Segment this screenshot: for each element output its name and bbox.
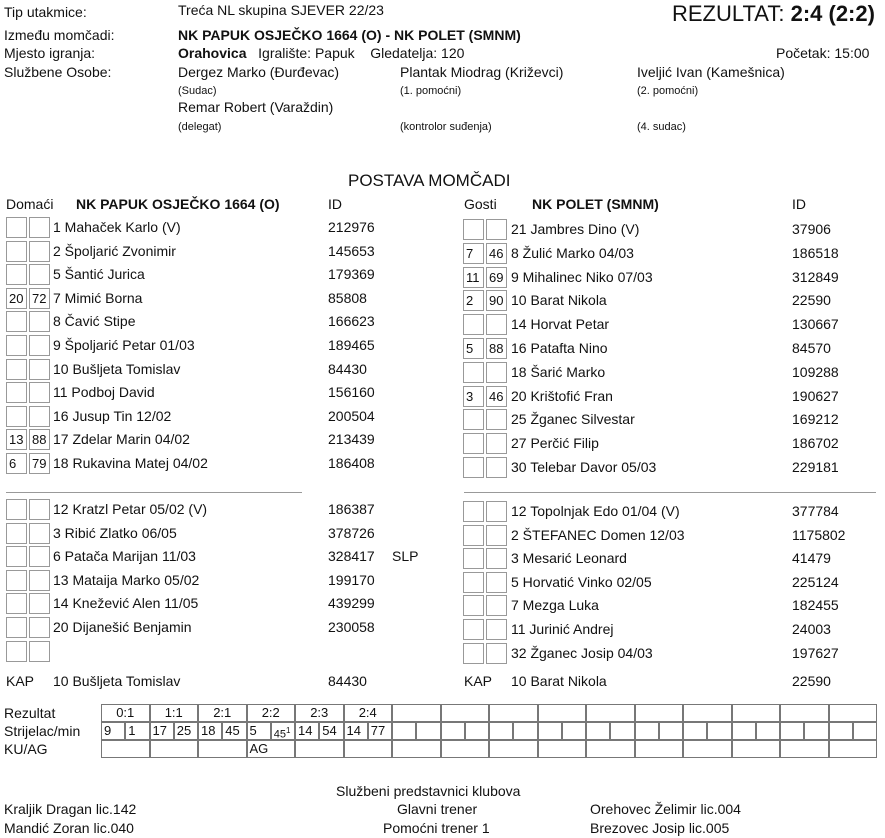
home-assistant-coach: Mandić Zoran lic.040 xyxy=(4,820,134,836)
scorer-value: 5 xyxy=(249,723,257,738)
minute-box xyxy=(463,314,484,335)
away-team-name: NK POLET (SMNM) xyxy=(532,196,659,212)
minute-box: 88 xyxy=(486,338,507,359)
minute-box xyxy=(29,546,50,567)
scorer-cell xyxy=(829,722,853,740)
home-captain-label: KAP xyxy=(6,673,35,689)
minute-box xyxy=(6,311,27,332)
minute-box xyxy=(486,501,507,522)
official-role: (2. pomoćni) xyxy=(637,85,699,97)
minute-box xyxy=(463,457,484,478)
venue-label: Mjesto igranja: xyxy=(4,45,96,61)
teams-label: Između momčadi: xyxy=(4,27,115,43)
score-cell: 0:1 xyxy=(101,704,150,722)
player-name: 9 Špoljarić Petar 01/03 xyxy=(53,337,195,353)
minute-box xyxy=(463,548,484,569)
away-head-coach: Orehovec Želimir lic.004 xyxy=(590,801,741,817)
player-id: 130667 xyxy=(792,316,839,333)
away-captain-id: 22590 xyxy=(792,673,831,689)
player-name: 3 Mesarić Leonard xyxy=(511,550,627,567)
official-role: (kontrolor suđenja) xyxy=(400,121,492,133)
minute-box xyxy=(486,433,507,454)
minute-box xyxy=(29,570,50,591)
player-name: 1 Mahaček Karlo (V) xyxy=(53,219,181,235)
official-name: Dergez Marko (Đurđevac) xyxy=(178,64,340,80)
minute-box xyxy=(486,457,507,478)
player-name: 5 Horvatić Vinko 02/05 xyxy=(511,573,652,590)
minute-box: 7 xyxy=(463,243,484,264)
score-cell xyxy=(489,704,538,722)
player-note: SLP xyxy=(392,548,419,565)
scorer-value: 14 xyxy=(346,723,361,738)
scorer-cell xyxy=(562,722,586,740)
scorer-cell xyxy=(683,722,707,740)
minute-box: 72 xyxy=(29,288,50,309)
match-type-value: Treća NL skupina SJEVER 22/23 xyxy=(178,2,384,18)
scorer-value: 1 xyxy=(128,723,136,738)
scorer-cell xyxy=(198,722,222,740)
player-id: 182455 xyxy=(792,597,839,614)
player-id: 189465 xyxy=(328,337,375,353)
kuag-cell xyxy=(198,740,247,758)
player-id: 84430 xyxy=(328,360,367,377)
stoppage-mark: 1 xyxy=(286,726,291,735)
kuag-cell xyxy=(489,740,538,758)
minute-box xyxy=(463,409,484,430)
player-id: 186408 xyxy=(328,455,375,471)
official-role: (Sudac) xyxy=(178,85,217,97)
score-cell: 2:1 xyxy=(198,704,247,722)
minute-box xyxy=(6,593,27,614)
scorer-cell xyxy=(247,722,271,740)
minute-box xyxy=(486,643,507,664)
minute-box xyxy=(463,219,484,240)
score-cell: 2:4 xyxy=(344,704,393,722)
kuag-cell xyxy=(586,740,635,758)
kuag-cell xyxy=(150,740,199,758)
score-cell: 2:2 xyxy=(247,704,296,722)
minute-box xyxy=(6,382,27,403)
scorer-cell xyxy=(125,722,149,740)
score-cell xyxy=(441,704,490,722)
player-name: 18 Šarić Marko xyxy=(511,363,606,380)
player-id: 24003 xyxy=(792,621,831,637)
player-name: 8 Žulić Marko 04/03 xyxy=(511,244,634,261)
result-heading xyxy=(672,1,875,27)
score-cell xyxy=(732,704,781,722)
minute-box xyxy=(6,406,27,427)
scorer-cell xyxy=(804,722,828,740)
minute-box: 46 xyxy=(486,386,507,407)
scorer-row-label: Strijelac/min xyxy=(4,723,81,739)
player-id: 22590 xyxy=(792,292,831,309)
minute-box: 3 xyxy=(463,386,484,407)
score-row-label: Rezultat xyxy=(4,705,56,721)
minute-box xyxy=(463,643,484,664)
away-side-label: Gosti xyxy=(464,196,497,212)
kuag-cell xyxy=(829,740,878,758)
player-id: 439299 xyxy=(328,595,375,612)
scorer-cell xyxy=(101,722,125,740)
minute-box: 46 xyxy=(486,243,507,264)
kuag-cell xyxy=(101,740,150,758)
minute-box xyxy=(6,241,27,262)
kuag-row-label: KU/AG xyxy=(4,741,48,757)
player-name: 3 Ribić Zlatko 06/05 xyxy=(53,524,177,541)
score-cell xyxy=(538,704,587,722)
player-name: 27 Perčić Filip xyxy=(511,435,599,452)
player-name: 10 Bušljeta Tomislav xyxy=(53,360,181,377)
home-id-header: ID xyxy=(328,196,342,212)
official-role: (1. pomoćni) xyxy=(400,85,462,97)
venue-city: Orahovica xyxy=(178,45,247,61)
player-id: 37906 xyxy=(792,221,831,237)
home-head-coach: Kraljik Dragan lic.142 xyxy=(4,801,137,817)
minute-box xyxy=(486,409,507,430)
kuag-cell xyxy=(780,740,829,758)
scorer-value: 18 xyxy=(201,723,216,738)
player-name: 2 Špoljarić Zvonimir xyxy=(53,242,176,259)
player-name: 25 Žganec Silvestar xyxy=(511,411,635,428)
player-name: 7 Mimić Borna xyxy=(53,289,143,306)
officials-label: Službene Osobe: xyxy=(4,64,112,80)
scorer-cell xyxy=(441,722,465,740)
minute-box xyxy=(29,241,50,262)
kuag-cell xyxy=(683,740,732,758)
score-cell xyxy=(780,704,829,722)
minute-box xyxy=(29,217,50,238)
scorer-cell xyxy=(174,722,198,740)
scorer-cell xyxy=(392,722,416,740)
player-id: 229181 xyxy=(792,459,839,475)
minute-box xyxy=(29,335,50,356)
official-name: Plantak Miodrag (Križevci) xyxy=(400,64,564,80)
scorer-cell xyxy=(295,722,319,740)
player-id: 197627 xyxy=(792,644,839,661)
minute-box xyxy=(486,362,507,383)
player-name: 14 Horvat Petar xyxy=(511,316,610,333)
club-reps-title: Službeni predstavnici klubova xyxy=(336,783,521,799)
player-id: 378726 xyxy=(328,524,375,541)
minute-box xyxy=(486,219,507,240)
player-name: 21 Jambres Dino (V) xyxy=(511,221,640,237)
player-name: 2 ŠTEFANEC Domen 12/03 xyxy=(511,526,685,543)
minute-box xyxy=(463,501,484,522)
minute-box xyxy=(29,382,50,403)
minute-box xyxy=(29,359,50,380)
scorer-cell xyxy=(150,722,174,740)
player-id: 109288 xyxy=(792,363,839,380)
player-name: 5 Šantić Jurica xyxy=(53,266,145,283)
player-id: 186387 xyxy=(328,501,375,517)
minute-box: 5 xyxy=(463,338,484,359)
player-id: 169212 xyxy=(792,411,839,428)
scorer-cell xyxy=(780,722,804,740)
scorer-cell xyxy=(586,722,610,740)
player-name: 30 Telebar Davor 05/03 xyxy=(511,459,657,475)
player-id: 225124 xyxy=(792,573,839,590)
minute-box xyxy=(486,525,507,546)
scorer-cell xyxy=(853,722,877,740)
minute-box: 69 xyxy=(486,267,507,288)
minute-box xyxy=(463,595,484,616)
minute-box xyxy=(6,499,27,520)
minute-box xyxy=(6,546,27,567)
home-team-name: NK PAPUK OSJEČKO 1664 (O) xyxy=(76,196,280,212)
player-id: 166623 xyxy=(328,313,375,330)
minute-box xyxy=(6,264,27,285)
role-assistant-coach: Pomoćni trener 1 xyxy=(383,820,490,836)
score-cell xyxy=(392,704,441,722)
scorer-cell xyxy=(319,722,343,740)
teams-value: NK PAPUK OSJEČKO 1664 (O) - NK POLET (SMNM) xyxy=(178,27,521,43)
player-id: 186518 xyxy=(792,244,839,261)
player-id: 1175802 xyxy=(792,526,846,543)
scorer-value: 45 xyxy=(273,728,286,740)
scorer-cell xyxy=(222,722,246,740)
lineup-title: POSTAVA MOMČADI xyxy=(348,171,511,190)
player-id: 85808 xyxy=(328,289,367,306)
player-name: 14 Knežević Alen 11/05 xyxy=(53,595,199,612)
minute-box: 88 xyxy=(29,429,50,450)
scorer-cell xyxy=(271,722,295,740)
player-id: 377784 xyxy=(792,503,839,519)
minute-box xyxy=(463,572,484,593)
scorer-cell xyxy=(416,722,440,740)
scorer-cell xyxy=(610,722,634,740)
minute-box: 6 xyxy=(6,453,27,474)
player-name: 11 Jurinić Andrej xyxy=(511,621,614,637)
minute-box xyxy=(29,264,50,285)
score-cell: 2:3 xyxy=(295,704,344,722)
attendance: Gledatelja: 120 xyxy=(370,45,465,61)
away-id-header: ID xyxy=(792,196,806,212)
minute-box xyxy=(486,619,507,640)
minute-box xyxy=(6,617,27,638)
minute-box xyxy=(6,359,27,380)
player-id: 84570 xyxy=(792,340,831,356)
player-name: 16 Jusup Tin 12/02 xyxy=(53,407,172,424)
scorer-cell xyxy=(489,722,513,740)
minute-box: 2 xyxy=(463,290,484,311)
player-name: 18 Rukavina Matej 04/02 xyxy=(53,455,208,471)
minute-box xyxy=(463,362,484,383)
scorer-cell xyxy=(344,722,368,740)
player-name: 12 Kratzl Petar 05/02 (V) xyxy=(53,501,208,517)
player-name: 20 Dijanešić Benjamin xyxy=(53,619,192,635)
player-name: 17 Zdelar Marin 04/02 xyxy=(53,431,190,448)
kuag-cell xyxy=(441,740,490,758)
role-head-coach: Glavni trener xyxy=(397,801,478,817)
minute-box: 79 xyxy=(29,453,50,474)
player-id: 179369 xyxy=(328,266,375,283)
official-role: (4. sudac) xyxy=(637,121,686,133)
away-captain-label: KAP xyxy=(464,673,493,689)
kuag-cell xyxy=(295,740,344,758)
player-name: 32 Žganec Josip 04/03 xyxy=(511,644,653,661)
result-label: REZULTAT: xyxy=(672,1,785,26)
match-type-label: Tip utakmice: xyxy=(4,4,87,20)
minute-box xyxy=(6,217,27,238)
minute-box xyxy=(463,619,484,640)
player-name: 20 Krištofić Fran xyxy=(511,387,613,404)
score-cell xyxy=(829,704,878,722)
scorer-cell xyxy=(368,722,392,740)
away-assistant-coach: Brezovec Josip lic.005 xyxy=(590,820,730,836)
minute-box xyxy=(6,523,27,544)
minute-box: 11 xyxy=(463,267,484,288)
minute-box xyxy=(486,314,507,335)
minute-box xyxy=(6,641,27,662)
official-role: (delegat) xyxy=(178,121,222,133)
player-name: 12 Topolnjak Edo 01/04 (V) xyxy=(511,503,680,519)
minute-box xyxy=(29,617,50,638)
kuag-cell: AG xyxy=(247,740,296,758)
scorer-cell xyxy=(465,722,489,740)
player-name: 10 Barat Nikola xyxy=(511,292,607,309)
minute-box xyxy=(486,548,507,569)
kuag-cell xyxy=(635,740,684,758)
minute-box xyxy=(29,593,50,614)
player-id: 312849 xyxy=(792,268,839,285)
scorer-value: 45 xyxy=(225,723,240,738)
scorer-value: 25 xyxy=(176,723,192,738)
home-side-label: Domaći xyxy=(6,196,54,212)
minute-box xyxy=(29,406,50,427)
minute-box xyxy=(486,595,507,616)
player-id: 199170 xyxy=(328,571,375,588)
kuag-cell xyxy=(344,740,393,758)
scorer-value: 17 xyxy=(152,723,167,738)
scorer-value: 14 xyxy=(298,723,313,738)
scorer-cell xyxy=(538,722,562,740)
kickoff: Početak: 15:00 xyxy=(776,45,870,61)
home-captain-name: 10 Bušljeta Tomislav xyxy=(53,673,181,689)
player-name: 8 Čavić Stipe xyxy=(53,313,136,330)
scorer-cell xyxy=(756,722,780,740)
player-id: 212976 xyxy=(328,219,375,235)
player-name: 16 Patafta Nino xyxy=(511,340,608,356)
home-captain-id: 84430 xyxy=(328,673,367,689)
official-name: Remar Robert (Varaždin) xyxy=(178,99,334,115)
player-id: 200504 xyxy=(328,407,375,424)
minute-box xyxy=(29,499,50,520)
player-id: 41479 xyxy=(792,550,831,567)
minute-box xyxy=(29,523,50,544)
minute-box xyxy=(29,311,50,332)
player-id: 230058 xyxy=(328,619,375,635)
score-cell xyxy=(586,704,635,722)
minute-box xyxy=(29,641,50,662)
minute-box xyxy=(6,570,27,591)
score-cell: 1:1 xyxy=(150,704,199,722)
player-name: 7 Mezga Luka xyxy=(511,597,599,614)
player-id: 328417 xyxy=(328,548,375,565)
official-name: Iveljić Ivan (Kamešnica) xyxy=(637,64,785,80)
minute-box: 20 xyxy=(6,288,27,309)
player-name: 6 Patača Marijan 11/03 xyxy=(53,548,196,565)
minute-box: 90 xyxy=(486,290,507,311)
player-id: 190627 xyxy=(792,387,839,404)
scorer-cell xyxy=(707,722,731,740)
minute-box: 13 xyxy=(6,429,27,450)
player-id: 186702 xyxy=(792,435,839,452)
scorer-cell xyxy=(635,722,659,740)
result-value: 2:4 (2:2) xyxy=(790,1,875,26)
minute-box xyxy=(463,525,484,546)
kuag-cell xyxy=(732,740,781,758)
player-id: 156160 xyxy=(328,384,375,401)
away-divider xyxy=(464,492,876,493)
away-captain-name: 10 Barat Nikola xyxy=(511,673,607,689)
scorer-value: 54 xyxy=(322,723,337,738)
player-name: 11 Podboj David xyxy=(53,384,155,401)
kuag-cell xyxy=(392,740,441,758)
minute-box xyxy=(6,335,27,356)
kuag-cell xyxy=(538,740,587,758)
score-cell xyxy=(635,704,684,722)
player-name: 13 Mataija Marko 05/02 xyxy=(53,571,200,588)
scorer-cell xyxy=(513,722,537,740)
scorer-value: 9 xyxy=(104,723,112,738)
scorer-cell xyxy=(732,722,756,740)
player-id: 213439 xyxy=(328,431,375,448)
score-cell xyxy=(683,704,732,722)
home-divider xyxy=(6,492,302,493)
player-id: 145653 xyxy=(328,242,375,259)
scorer-value: 77 xyxy=(370,723,386,738)
minute-box xyxy=(486,572,507,593)
venue-line xyxy=(178,45,464,62)
minute-box xyxy=(463,433,484,454)
player-name: 9 Mihalinec Niko 07/03 xyxy=(511,268,653,285)
pitch: Igralište: Papuk xyxy=(258,45,355,61)
scorer-cell xyxy=(659,722,683,740)
